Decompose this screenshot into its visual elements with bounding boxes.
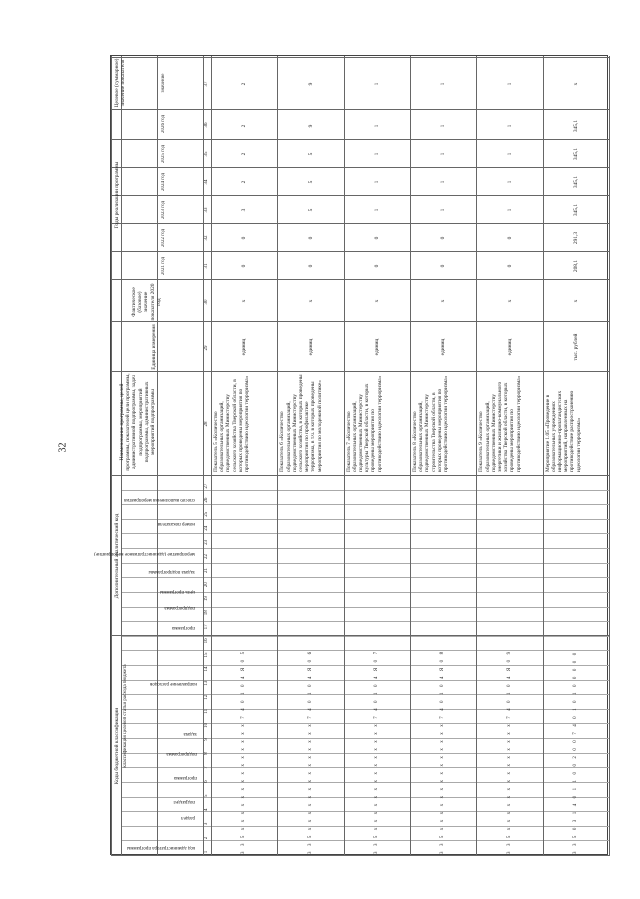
row-year-value: 1 [506,180,513,184]
row-year-value: 0 [307,264,314,268]
row-year-value: 1 [506,208,513,212]
row-year-value: 0 [241,264,248,268]
column-number: 13 [204,680,209,686]
extra-label-task: задача подпрограммы [148,569,195,574]
code-subcolumn-line [121,738,609,739]
row-unit: единиц [506,338,513,356]
column-number: 26 [204,497,209,503]
row-codes: 3 3 5 х х х х х х х х х х х х х х 7 4 0 1 0 4 Я 0 5 [241,649,247,854]
code-subcolumn-line [121,694,609,695]
column-number: 7 [204,766,209,769]
row-name: Показатель 8 «Количество образовательных организаций, подведомственных Министерству строительства Тверской области, в которых проведены мероприятия по противодействию идеологии терроризма» [412,375,450,472]
row-year-value: 0 [506,236,513,240]
extra-label-goal: цель программы [159,589,195,594]
code-label-admin: код администратора программы [126,845,195,850]
column-number: 37 [204,81,209,87]
column-number: 9 [204,738,209,741]
row-year-value: 5 [307,180,314,184]
column-number: 32 [204,235,209,241]
row-name: Показатель 7 «Количество образовательных организаций, подведомственных Министерству культуры Тверской области, в которых проведены мероприятия по противодействию идеологии терроризма» [345,375,383,472]
row-year-value: 345,1 [572,203,579,217]
row-year-value: 2 [241,124,248,128]
row-codes: 3 3 5 х х х х х х х х х х х х х х 7 4 0 1 0 4 Я 0 8 [440,649,446,854]
extra-label-subprogram: подпрограмма [164,605,195,610]
header-codes-group: Коды бюджетной классификации [114,707,120,785]
row-name: Мероприятие 1.05 «Проведение в образовательных учреждениях информационно-пропагандистских мероприятий, направленных на противодействие распространению идеологии терроризма» [544,390,582,472]
row-unit: единиц [373,338,380,356]
row-base: х [506,299,513,303]
column-number: 35 [204,151,209,157]
code-subcolumn-line [121,548,609,549]
column-number: 8 [204,752,209,755]
code-subcolumn-line [121,650,609,651]
code-subcolumn-line [121,519,609,520]
column-number: 5 [204,794,209,797]
code-label-program: программа [174,775,197,780]
header-additional-group: Дополнительный аналитический код [114,513,120,599]
column-number: 31 [204,263,209,269]
header-unit: Единица измерения [151,324,157,370]
code-subcolumn-line [121,490,609,491]
code-label-task: задача [183,731,197,736]
row-year-value: 1 [373,124,380,128]
row-codes: 3 3 5 х х х х х х х х х х х х х х 7 4 0 1 0 4 Я 0 6 [307,649,313,854]
header-base: Фактическое (базовое) значение показателя 2020 год [131,283,162,321]
page-number: 32 [57,442,69,453]
column-number: 17 [204,624,209,630]
row-year-value: 9 [307,124,314,128]
row-year-value: 0 [373,264,380,268]
column-number: 20 [204,582,209,588]
year-2021: 2021 год [161,256,166,276]
row-codes: 3 3 5 0 3 1 4 0 1 1 0 0 2 0 0 7 4 0 1 0 1 0 0 0 0 0 [572,650,578,854]
row-year-value: 1 [373,208,380,212]
row-year-value: 208,1 [572,259,579,273]
row-base: х [241,299,248,303]
column-number: 10 [204,722,209,728]
row-unit: единиц [241,338,248,356]
code-subcolumn-line [121,709,609,710]
column-number: 19 [204,596,209,602]
row-year-value: 345,1 [572,147,579,161]
column-number: 15 [204,652,209,658]
column-number: 21 [204,568,209,574]
row-unit: единиц [440,338,447,356]
row-year-value: 1 [373,180,380,184]
code-subcolumn-line [121,811,609,812]
row-year-value: 1 [506,124,513,128]
row-year-value: 291,3 [572,231,579,245]
code-subcolumn-line [121,723,609,724]
row-year-value: 1 [440,180,447,184]
column-line [111,855,609,856]
row-final: х [572,82,579,86]
row-name: Показатель 5 «Количество образовательных организаций, подведомственных Министерству сельского хозяйства Тверской области, в которых проведены мероприятия по противодействию идеологии терроризма» [213,375,251,472]
row-year-value: 2 [241,180,248,184]
row-base: х [373,299,380,303]
row-unit: единиц [307,338,314,356]
column-number: 2 [204,836,209,840]
row-unit: тыс. рублей [572,333,579,361]
year-2025: 2025 год [161,144,166,164]
row-final: 1 [373,82,380,86]
extra-label-method: способ выполнения мероприятия [124,497,195,502]
column-number: 18 [204,610,209,616]
code-label-subsection: подраздел [173,799,195,804]
row-year-value: 1 [506,152,513,156]
row-codes: 3 3 5 х х х х х х х х х х х х х х 7 4 0 1 0 4 Я 0 7 [373,649,379,854]
column-number: 12 [204,694,209,700]
row-final: 1 [506,82,513,86]
row-year-value: 5 [307,152,314,156]
code-label-subprogram: подпрограмма [166,751,197,756]
code-label-direction: направление расходов [150,681,197,686]
table-body [94,56,609,856]
column-number: 30 [204,299,209,305]
column-number: 27 [204,483,209,489]
code-subcolumn-line [121,767,609,768]
code-subcolumn-line [121,826,609,827]
code-subcolumn-line [121,665,609,666]
row-base: х [307,299,314,303]
column-line [111,475,609,476]
extra-label-event: мероприятие (административное мероприятие) [94,551,195,556]
header-line [211,56,212,856]
code-label-target: классификация целевой статьи расхода бюджета [123,664,128,768]
column-number: 24 [204,525,209,531]
column-number: 16 [204,638,209,644]
row-year-value: 1 [440,124,447,128]
year-2022: 2022 год [161,228,166,248]
code-subcolumn-line [121,782,609,783]
rotated-table-sheet [94,55,608,855]
final-value-label: значение [161,73,166,93]
column-number: 22 [204,553,209,559]
row-year-value: 1 [440,152,447,156]
year-2026: 2026 год [161,114,166,134]
row-base: х [572,299,579,303]
header-line [111,56,112,856]
row-year-value: 1 [440,208,447,212]
row-year-value: 2 [241,152,248,156]
row-year-value: 1 [373,152,380,156]
code-subcolumn-line [121,533,609,534]
column-number: 29 [204,345,209,351]
column-number: 4 [204,808,209,812]
extra-label-program: программа [172,625,195,630]
column-number: 25 [204,511,209,517]
year-2023: 2023 год [161,200,166,220]
row-final: 2 [241,82,248,86]
row-year-value: 0 [506,264,513,268]
row-year-value: 0 [307,236,314,240]
row-base: х [440,299,447,303]
header-final-group: Целевое (суммарное) значение показателя [114,58,127,108]
column-number: 23 [204,539,209,545]
row-codes: 3 3 5 х х х х х х х х х х х х х х 7 4 0 1 0 4 Я 0 9 [506,649,512,854]
row-name: Показатель 9 «Количество образовательных организаций, подведомственных Министерству энергетики и жилищно-коммунального хозяйства Тверской области, в которых проведены мероприятия по противодействию идеологии терроризма» [478,375,522,472]
row-year-value: 3 [241,208,248,212]
row-year-value: 345,1 [572,175,579,189]
header-name: Наименование программы, целей программы, показателей цели программы, административной подпрограммы, задач подпрограммы, мероприятий подпрограммы, административных мероприятий подпрограммы [119,373,157,471]
header-years-group: Годы реализации программы [114,161,120,229]
row-final: 1 [440,82,447,86]
code-subcolumn-line [121,797,609,798]
row-year-value: 345,1 [572,119,579,133]
code-subcolumn-line [121,636,609,637]
code-subcolumn-line [121,577,609,578]
column-number: 1 [204,850,209,854]
column-number: 14 [204,666,209,672]
column-number: 34 [204,179,209,185]
code-subcolumn-line [121,504,609,505]
column-number: 6 [204,780,209,783]
column-number: 33 [204,207,209,213]
row-year-value: 0 [440,236,447,240]
column-number: 36 [204,122,209,128]
row-year-value: 5 [307,208,314,212]
row-year-value: 0 [241,236,248,240]
code-subcolumn-line [121,621,609,622]
row-year-value: 0 [373,236,380,240]
extra-label-indicator: номер показателя [157,521,195,526]
column-number: 3 [204,822,209,826]
column-number: 11 [204,708,209,714]
code-subcolumn-line [121,840,609,841]
code-label-section: раздел [181,815,195,820]
row-year-value: 0 [440,264,447,268]
column-number: 28 [204,421,209,427]
row-final: 9 [307,82,314,86]
row-name: Показатель 6 «Количество образовательных организаций, подведомственных Министерству сельского хозяйства, в которых проведены мероприятия по профилактике терроризма, в т.ч. в которых проведены мероприятия по молодежной политике» [279,374,323,472]
year-2024: 2024 год [161,172,166,192]
code-subcolumn-line [121,563,609,564]
